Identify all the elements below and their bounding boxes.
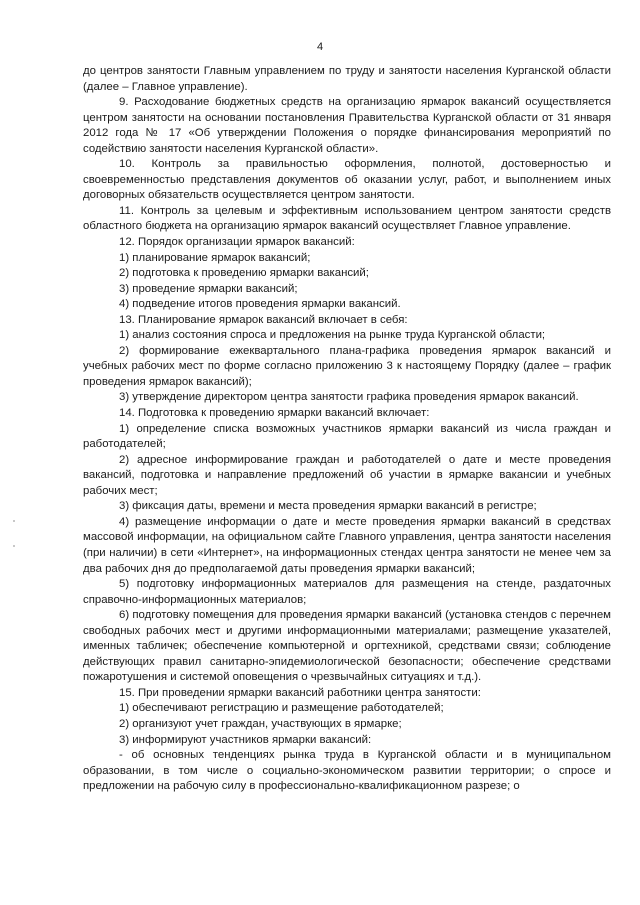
list-item: 3) утверждение директором центра занятости графика проведения ярмарок вакансий. [119,391,579,404]
paragraph-continuation: до центров занятости Главным управлением по труду и занятости населения Курганской области (далее – Главное управление). [83,65,611,93]
paragraph-13: 13. Планирование ярмарок вакансий включает в себя: [119,313,408,326]
page-number: 4 [316,41,324,53]
scan-artifact [13,545,15,547]
paragraph-10: 10. Контроль за правильностью оформления, полнотой, достоверностью и своевременностью представления документов об оказании услуг, работ, и выполнением иных договорных обязательств осуществляется центром занятости. [83,158,611,202]
list-item: - об основных тенденциях рынка труда в Курганской области и в муниципальном образовании, в том числе о социально-экономическом развитии территории; о спросе и предложении на рабочую силу в профессионально-квалификационном разрезе; о [83,749,611,793]
list-item: 2) формирование ежеквартального плана-графика проведения ярмарок вакансий и учебных рабочих мест по форме согласно приложению 3 к настоящему Порядку (далее – график проведения ярмарок вакансий); [83,344,611,388]
list-item: 2) подготовка к проведению ярмарки вакансий; [119,267,369,280]
list-item: 5) подготовку информационных материалов для размещения на стенде, раздаточных справочно-информационных материалов; [83,578,611,606]
list-item: 4) размещение информации о дате и месте проведения ярмарки вакансий в средствах массовой информации, на официальном сайте Главного управления, центра занятости населения (при наличии) в сети «Интернет», на информационных стендах центра занятости не менее чем за два рабочих дня до предполагаемой даты проведения ярмарки вакансий; [83,515,611,575]
paragraph-14: 14. Подготовка к проведению ярмарки вакансий включает: [119,407,430,420]
paragraph-15: 15. При проведении ярмарки вакансий работники центра занятости: [119,686,481,699]
paragraph-12: 12. Порядок организации ярмарок вакансий: [119,236,355,249]
list-item: 1) планирование ярмарок вакансий; [119,251,311,264]
list-item: 1) анализ состояния спроса и предложения на рынке труда Курганской области; [119,329,546,342]
list-item: 3) фиксация даты, времени и места проведения ярмарки вакансий в регистре; [119,500,537,513]
scan-artifact [13,520,15,522]
list-item: 1) обеспечивают регистрацию и размещение работодателей; [119,702,444,715]
list-item: 2) адресное информирование граждан и работодателей о дате и месте проведения вакансий, подготовка и направление предложений об участии в ярмарке вакансии и учебных рабочих мест; [83,453,611,497]
list-item: 6) подготовку помещения для проведения ярмарки вакансий (установка стендов с перечнем свободных рабочих мест и другими информационными материалами; размещение указателей, именных табличек; обеспечение компьютерной и оргтехникой, средствами связи; соблюдение действующих правил санитарно-эпидемиологической безопасности; обеспечение средствами пожаротушения и системой оповещения о чрезвычайных ситуациях и т.д.). [83,609,611,684]
document-body [83,64,611,795]
paragraph-11: 11. Контроль за целевым и эффективным использованием центром занятости средств областного бюджета на организацию ярмарок вакансий осуществляет Главное управление. [83,204,611,233]
list-item: 3) информируют участников ярмарки вакансий: [119,733,372,746]
list-item: 1) определение списка возможных участников ярмарки вакансий из числа граждан и работодателей; [83,422,611,451]
list-item: 4) подведение итогов проведения ярмарки вакансий. [119,298,401,311]
list-item: 2) организуют учет граждан, участвующих в ярмарке; [119,717,402,730]
paragraph-9: 9. Расходование бюджетных средств на организацию ярмарок вакансий осуществляется центром занятости на основании постановления Правительства Курганской области от 31 января 2012 года № 17 «Об утверждении Положения о порядке финансирования мероприятий по содействию занятости населения Курганской области». [83,96,611,155]
list-item: 3) проведение ярмарки вакансий; [119,282,298,295]
